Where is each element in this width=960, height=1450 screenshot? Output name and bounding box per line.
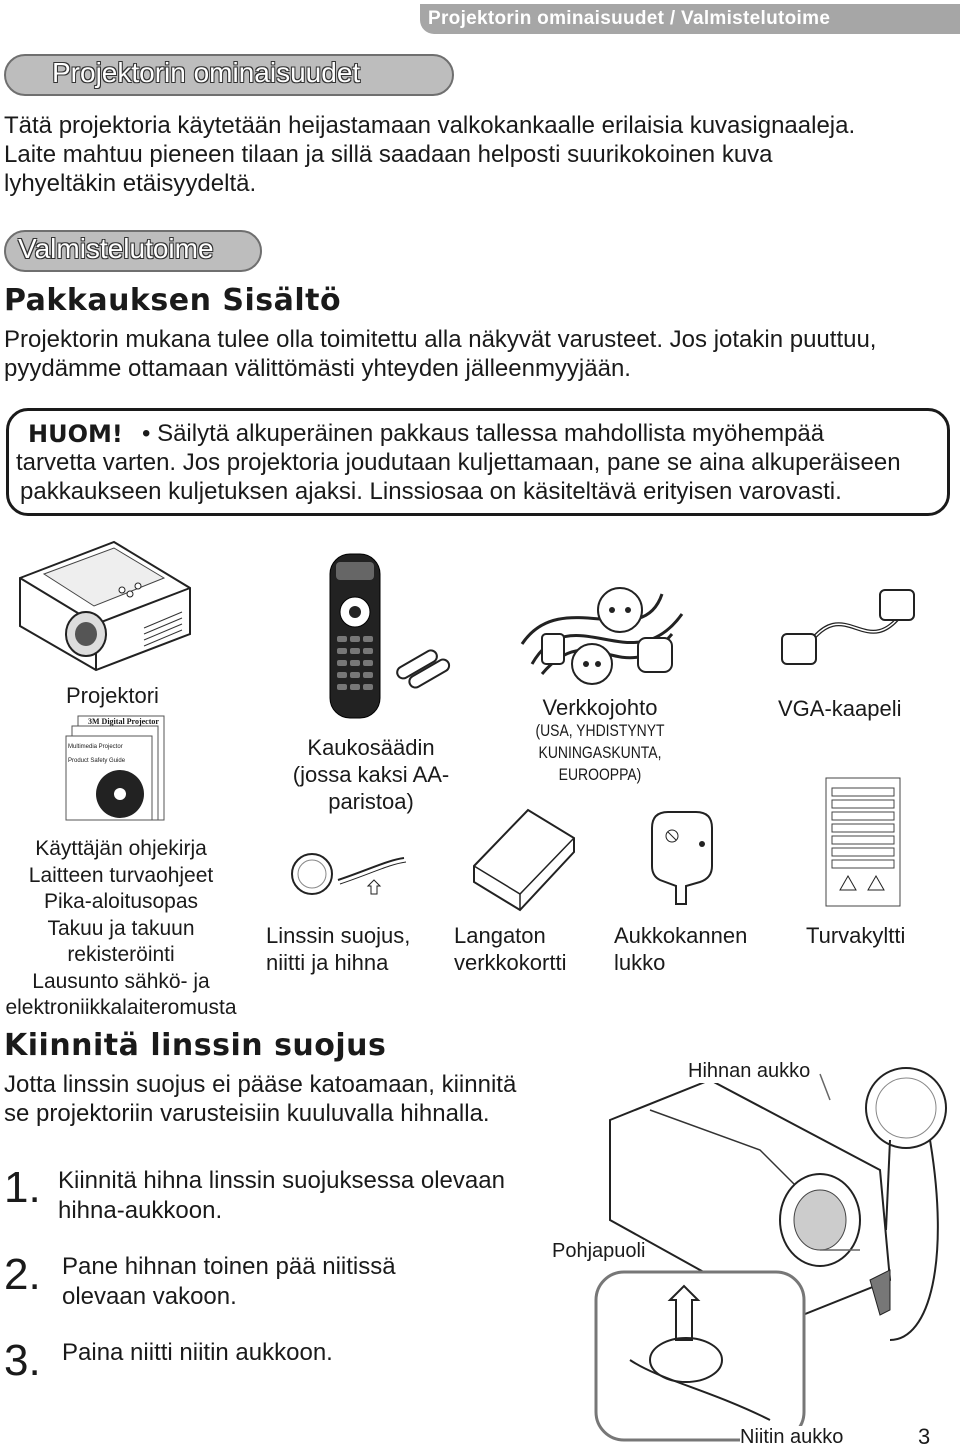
package-line: Projektorin mukana tulee olla toimitettu alla näkyvät varusteet. Jos jotakin puuttuu, xyxy=(4,326,877,353)
step-2-text xyxy=(62,1252,396,1312)
manual-cover-title: 3M Digital Projector xyxy=(88,717,159,726)
documents-label-line: Lausunto sähkö- ja xyxy=(32,969,210,993)
wireless-card-label-line: Langaton xyxy=(454,923,546,948)
note-label: HUOM! xyxy=(28,420,123,448)
lock-label-line: Aukkokannen xyxy=(614,923,748,948)
attach-lens-cap-heading: Kiinnitä linssin suojus xyxy=(4,1028,387,1063)
wireless-card-label xyxy=(454,922,566,976)
power-cord-sublabel-line: KUNINGASKUNTA, EUROOPPA) xyxy=(538,743,662,784)
header-title: Projektorin ominaisuudet / Valmistelutoime xyxy=(428,8,831,29)
remote-label-line: Kaukosäädin xyxy=(307,735,435,760)
lock-label-line: lukko xyxy=(614,950,666,975)
lock-image xyxy=(646,808,726,908)
attach-line: se projektoriin varusteisiin kuuluvalla hihnalla. xyxy=(4,1100,490,1127)
note-line-1: • Säilytä alkuperäinen pakkaus tallessa mahdollista myöhempää xyxy=(142,420,825,447)
documents-label-line: elektroniikkalaiteromusta xyxy=(5,996,237,1019)
wireless-card-image xyxy=(470,806,580,916)
attach-paragraph xyxy=(4,1070,516,1128)
safety-label-text: Turvakyltti xyxy=(806,923,906,948)
documents-label-line: Pika-aloitusopas xyxy=(43,890,199,913)
step-3-number: 3. xyxy=(4,1336,41,1385)
documents-image xyxy=(66,712,166,822)
documents-label-line: Laitteen turvaohjeet xyxy=(28,863,214,887)
manual-cover-subtitle: Multimedia Projector xyxy=(68,744,123,750)
remote-control-image xyxy=(326,552,386,720)
package-paragraph xyxy=(4,325,876,383)
documents-label-line: rekisteröinti xyxy=(67,943,175,966)
step-3-line: Paina niitti niitin aukkoon. xyxy=(62,1339,333,1366)
remote-label-line: paristoa) xyxy=(328,789,414,814)
strap-hole-label: Hihnan aukko xyxy=(688,1060,811,1082)
documents-label-line: Käyttäjän ohjekirja xyxy=(35,837,207,860)
section-title-preparation: Valmistelutoime xyxy=(18,233,214,264)
lock-label xyxy=(614,922,747,976)
vga-cable-image xyxy=(776,578,926,678)
attach-line: Jotta linssin suojus ei pääse katoamaan, kiinnitä xyxy=(4,1071,517,1098)
note-line-3: pakkaukseen kuljetuksen ajaksi. Linssiosaa on käsiteltävä erityisen varovasti. xyxy=(20,478,842,505)
remote-label-line: (jossa kaksi AA- xyxy=(292,762,450,787)
lens-cap-label-line: Linssin suojus, xyxy=(266,923,411,948)
note-line-2: tarvetta varten. Jos projektoria joudutaan kuljettamaan, pane se aina alkuperäiseen xyxy=(16,449,901,476)
lens-cap-strap-image xyxy=(288,850,418,910)
step-1-text xyxy=(58,1166,505,1226)
step-2-number: 2. xyxy=(4,1250,41,1299)
manual-cover-guide: Product Safety Guide xyxy=(68,758,126,764)
step-2-line: Pane hihnan toinen pää niitissä xyxy=(62,1253,396,1280)
step-2-line: olevaan vakoon. xyxy=(62,1283,237,1310)
projector-image xyxy=(14,538,194,678)
documents-label xyxy=(0,836,242,1022)
intro-line: lyhyeltäkin etäisyydeltä. xyxy=(4,170,257,197)
page-number: 3 xyxy=(918,1424,931,1449)
intro-line: Laite mahtuu pieneen tilaan ja sillä saadaan helposti suurikokoinen kuva xyxy=(4,141,773,168)
bottom-side-label: Pohjapuoli xyxy=(552,1240,646,1262)
rivet-hole-label: Niitin aukko xyxy=(740,1426,844,1448)
package-line: pyydämme ottamaan välittömästi yhteyden jälleenmyyjään. xyxy=(4,355,631,382)
remote-label xyxy=(276,734,466,815)
intro-paragraph xyxy=(4,111,855,198)
documents-label-line: Takuu ja takuun xyxy=(47,916,195,940)
batteries-image xyxy=(392,640,452,690)
projector-label: Projektori xyxy=(66,683,159,708)
step-1-line: Kiinnitä hihna linssin suojuksessa olevaan xyxy=(58,1167,505,1194)
wireless-card-label-line: verkkokortti xyxy=(454,950,567,975)
intro-line: Tätä projektoria käytetään heijastamaan valkokankaalle erilaisia kuvasignaaleja. xyxy=(4,112,856,139)
lens-cap-label xyxy=(266,922,410,976)
power-cord-sublabel xyxy=(502,720,699,786)
power-cord-image xyxy=(512,574,692,694)
section-title-features: Projektorin ominaisuudet xyxy=(52,57,361,88)
package-contents-heading: Pakkauksen Sisältö xyxy=(4,283,342,318)
step-1-line: hihna-aukkoon. xyxy=(58,1197,223,1224)
step-1-number: 1. xyxy=(4,1163,41,1212)
safety-label-image xyxy=(824,776,902,908)
power-cord-label: Verkkojohto xyxy=(542,695,658,720)
power-cord-sublabel-line: (USA, YHDISTYNYT xyxy=(535,721,665,740)
lens-cap-label-line: niitti ja hihna xyxy=(266,950,389,975)
step-3-text xyxy=(62,1338,333,1368)
vga-cable-label: VGA-kaapeli xyxy=(778,696,902,721)
